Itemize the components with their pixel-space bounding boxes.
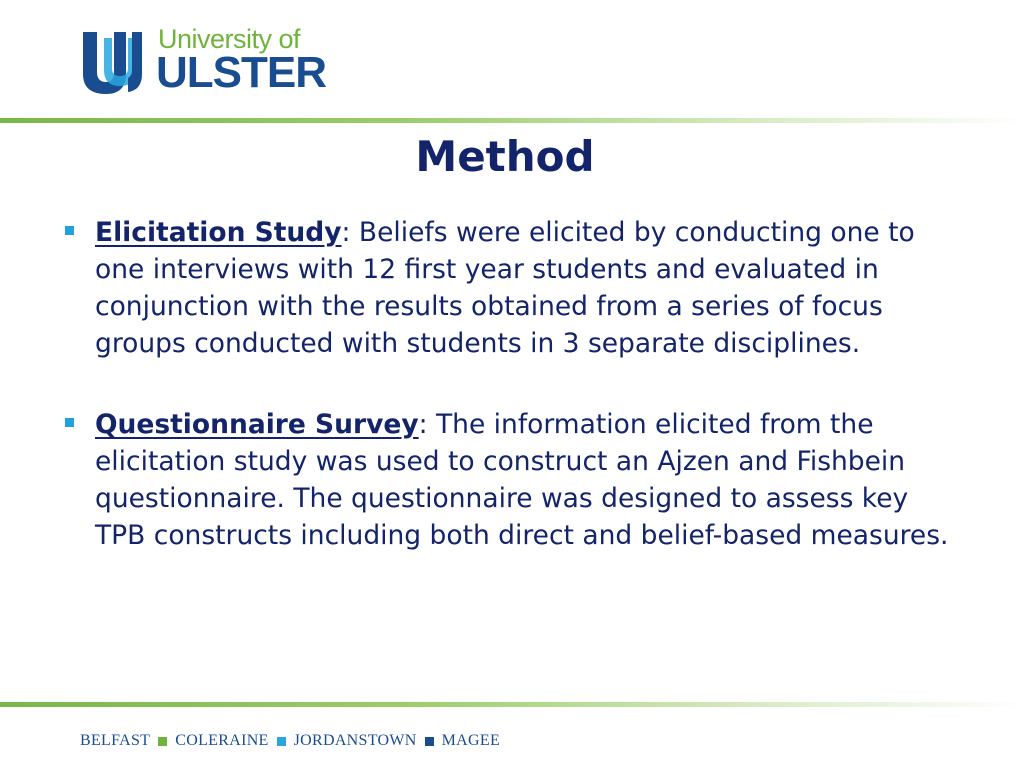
- square-bullet-icon: [65, 418, 74, 427]
- square-separator-icon: [425, 737, 434, 746]
- campus-coleraine: COLERAINE: [175, 732, 269, 749]
- slide-title: Method: [415, 132, 595, 181]
- campus-jordanstown: JORDANSTOWN: [293, 732, 417, 749]
- bullet-list: [60, 214, 960, 598]
- campus-footer: [80, 731, 500, 751]
- bullet-term: Elicitation Study: [95, 217, 342, 248]
- bullet-term: Questionnaire Survey: [95, 409, 419, 440]
- square-separator-icon: [277, 737, 286, 746]
- bullet-text: : The information elicited from the elicitation study was used to construct an Ajzen and Fishbein questionnaire. The questionnaire was designed to assess key TPB constructs including both direct and belief-based measures.: [95, 409, 949, 551]
- square-bullet-icon: [65, 226, 74, 235]
- bullet-text: : Beliefs were elicited by conducting one to one interviews with 12 first year students and evaluated in conjunction with the results obtained from a series of focus groups conducted with students in 3 separate disciplines.: [95, 217, 915, 359]
- campus-belfast: BELFAST: [80, 732, 151, 749]
- bottom-divider: [0, 702, 1024, 707]
- campus-magee: MAGEE: [441, 732, 501, 749]
- top-divider: [0, 118, 1024, 123]
- logo-text-ulster: ULSTER: [156, 48, 326, 97]
- bullet-item-elicitation-study: [60, 214, 960, 362]
- university-logo: [80, 24, 326, 97]
- bullet-item-questionnaire-survey: [60, 406, 960, 554]
- square-separator-icon: [158, 737, 167, 746]
- logo-text-university-of: University of: [158, 24, 301, 54]
- ulster-logo-icon: [80, 28, 148, 94]
